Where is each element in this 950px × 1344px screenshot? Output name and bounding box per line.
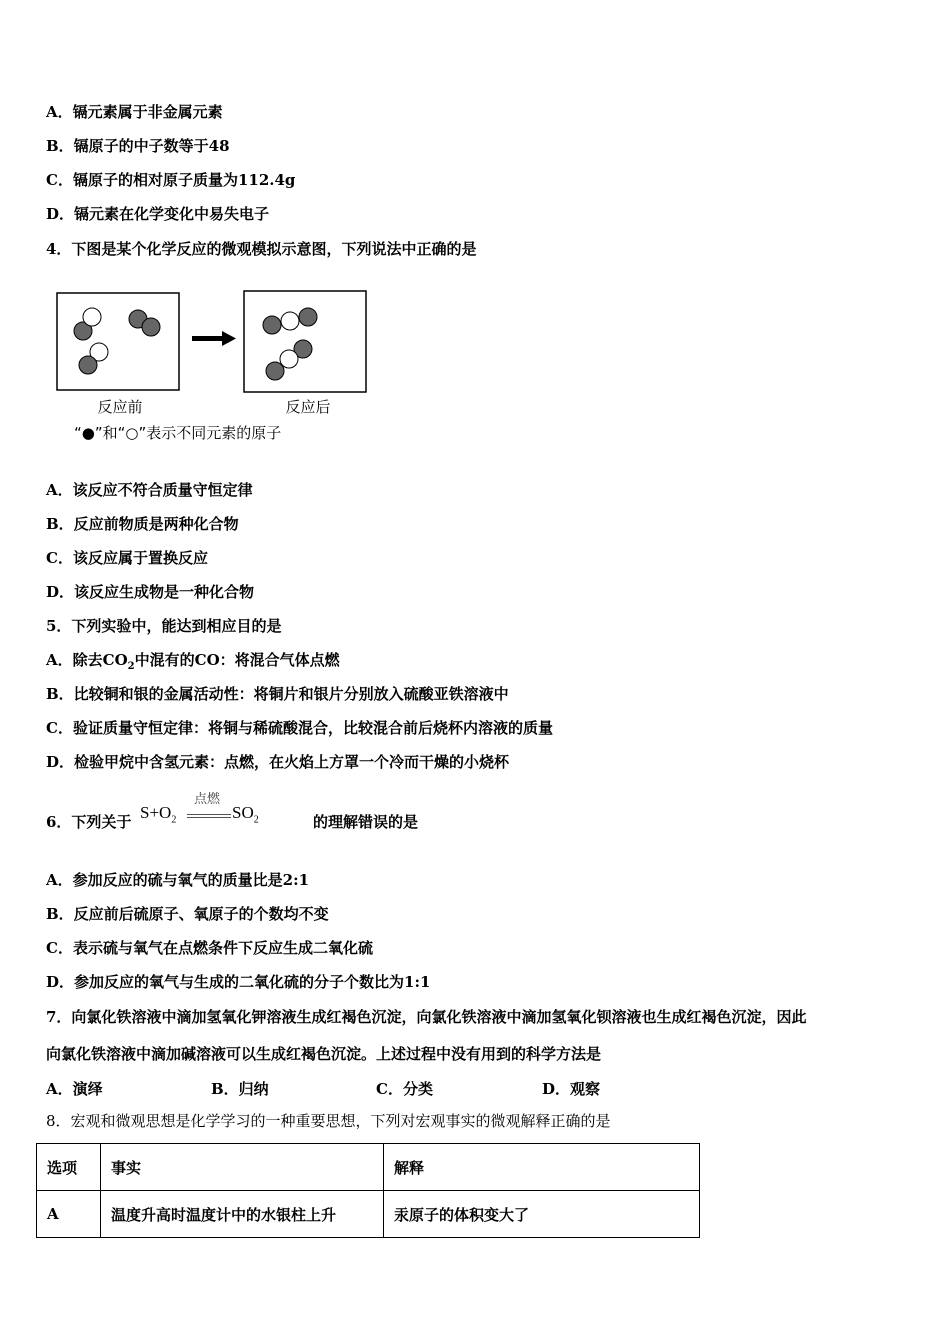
after-label: 反应后 bbox=[285, 398, 331, 416]
legend-text: “●”和“○”表示不同元素的原子 bbox=[74, 424, 282, 442]
light-atom bbox=[83, 308, 101, 326]
q5-option-a bbox=[46, 650, 340, 677]
q6-formula-left bbox=[140, 803, 176, 825]
q4-option-c: C．该反应属于置换反应 bbox=[46, 549, 208, 567]
q5-option-b: B．比较铜和银的金属活动性：将铜片和银片分别放入硫酸亚铁溶液中 bbox=[46, 685, 509, 703]
q5-stem: 5．下列实验中，能达到相应目的是 bbox=[46, 617, 282, 635]
q3-option-b: B．镉原子的中子数等于48 bbox=[46, 137, 230, 155]
light-atom bbox=[281, 312, 299, 330]
q5-option-d: D．检验甲烷中含氢元素：点燃，在火焰上方罩一个冷而干燥的小烧杯 bbox=[46, 753, 510, 771]
q6-equals-bar bbox=[187, 814, 231, 815]
q6-formula-right bbox=[232, 803, 259, 825]
q7-stem-line1: 7．向氯化铁溶液中滴加氢氧化钾溶液生成红褐色沉淀，向氯化铁溶液中滴加氢氧化钡溶液也生成红褐色沉淀，因此 bbox=[46, 1008, 807, 1026]
q6-option-b: B．反应前后硫原子、氧原子的个数均不变 bbox=[46, 905, 329, 923]
q7-stem-line2: 向氯化铁溶液中滴加碱溶液可以生成红褐色沉淀。上述过程中没有用到的科学方法是 bbox=[46, 1045, 602, 1063]
table-cell: 汞原子的体积变大了 bbox=[384, 1191, 700, 1238]
q7-option-a: A．演绎 bbox=[46, 1080, 103, 1098]
reaction-arrow-icon bbox=[192, 331, 236, 346]
q7-option-c: C．分类 bbox=[376, 1080, 433, 1098]
q6-option-d: D．参加反应的氧气与生成的二氧化硫的分子个数比为1:1 bbox=[46, 973, 431, 991]
q5-option-a-prefix: A．除去CO bbox=[46, 651, 128, 669]
q6-formula-left-sub: 2 bbox=[171, 814, 177, 826]
table-header-cell: 事实 bbox=[101, 1144, 384, 1191]
q4-option-a: A．该反应不符合质量守恒定律 bbox=[46, 481, 253, 499]
reaction-diagram-svg bbox=[50, 285, 390, 450]
q6-option-c: C．表示硫与氧气在点燃条件下反应生成二氧化硫 bbox=[46, 939, 373, 957]
dark-atom bbox=[266, 362, 284, 380]
table-cell: 温度升高时温度计中的水银柱上升 bbox=[101, 1191, 384, 1238]
table-cell: A bbox=[37, 1191, 101, 1238]
q6-formula-left-text: S+O bbox=[140, 803, 172, 822]
light-atom bbox=[280, 350, 298, 368]
table-header-row bbox=[37, 1144, 700, 1191]
q6-formula-right-text: SO bbox=[232, 803, 254, 822]
q3-option-c: C．镉原子的相对原子质量为112.4g bbox=[46, 171, 296, 189]
before-box bbox=[57, 293, 179, 390]
table-header-cell: 解释 bbox=[384, 1144, 700, 1191]
dark-atom bbox=[142, 318, 160, 336]
q6-condition: 点燃 bbox=[194, 792, 221, 807]
q3-option-d: D．镉元素在化学变化中易失电子 bbox=[46, 205, 270, 223]
reaction-diagram bbox=[50, 285, 390, 450]
q8-table bbox=[36, 1143, 700, 1238]
q5-option-c: C．验证质量守恒定律：将铜与稀硫酸混合，比较混合前后烧杯内溶液的质量 bbox=[46, 719, 553, 737]
q4-option-b: B．反应前物质是两种化合物 bbox=[46, 515, 239, 533]
q3-option-a: A．镉元素属于非金属元素 bbox=[46, 103, 223, 121]
q4-stem: 4．下图是某个化学反应的微观模拟示意图，下列说法中正确的是 bbox=[46, 240, 477, 258]
before-label: 反应前 bbox=[97, 398, 143, 416]
q5-option-a-sub: 2 bbox=[127, 661, 135, 672]
table-row bbox=[37, 1191, 700, 1238]
q6-stem bbox=[46, 788, 546, 838]
q6-tail: 的理解错误的是 bbox=[313, 813, 419, 831]
q6-lead: 6．下列关于 bbox=[46, 813, 132, 831]
q6-formula-right-sub: 2 bbox=[253, 814, 259, 826]
dark-atom bbox=[263, 316, 281, 334]
table-header-cell: 选项 bbox=[37, 1144, 101, 1191]
q7-option-b: B．归纳 bbox=[211, 1080, 269, 1098]
q7-option-d: D．观察 bbox=[542, 1080, 601, 1098]
q8-stem: 8．宏观和微观思想是化学学习的一种重要思想，下列对宏观事实的微观解释正确的是 bbox=[46, 1112, 611, 1130]
q5-option-a-suffix: 中混有的CO：将混合气体点燃 bbox=[134, 651, 340, 669]
dark-atom bbox=[299, 308, 317, 326]
q6-equals-bar bbox=[187, 817, 231, 818]
dark-atom bbox=[79, 356, 97, 374]
q6-option-a: A．参加反应的硫与氧气的质量比是2:1 bbox=[46, 871, 310, 889]
q4-option-d: D．该反应生成物是一种化合物 bbox=[46, 583, 255, 601]
